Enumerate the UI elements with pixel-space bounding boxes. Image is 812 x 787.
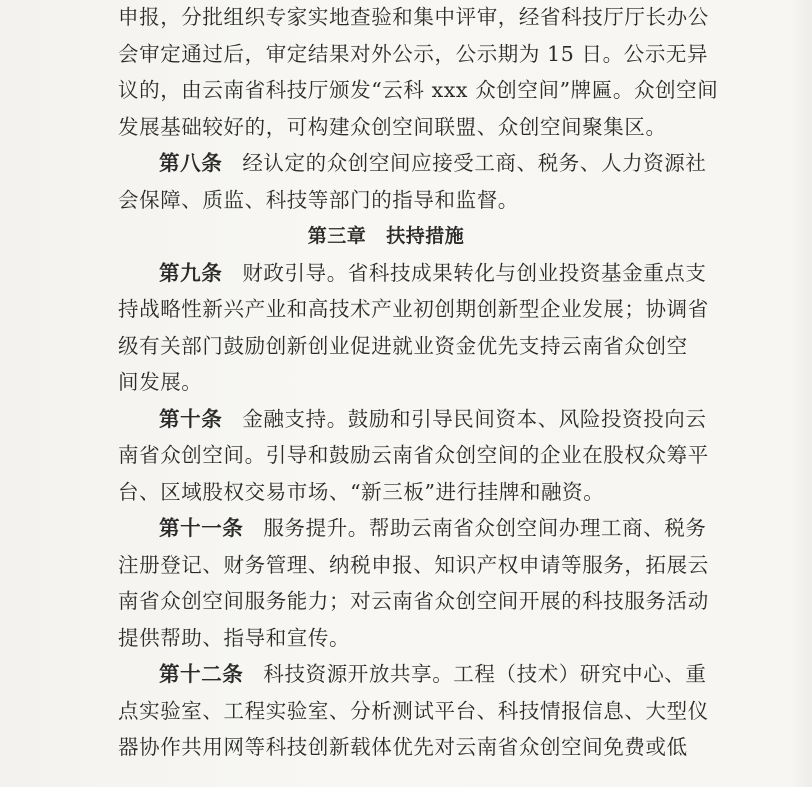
paragraph-line: 发展基础较好的，可构建众创空间联盟、众创空间聚集区。 xyxy=(118,114,667,139)
article-9-text: 财政引导。省科技成果转化与创业投资基金重点支 xyxy=(242,260,707,285)
article-12-line: 器协作共用网等科技创新载体优先对云南省众创空间免费或低 xyxy=(118,735,688,759)
article-8-line xyxy=(118,148,707,178)
article-10-label: 第十条 xyxy=(159,406,223,431)
article-12-label: 第十二条 xyxy=(159,662,244,686)
page-edge-shadow xyxy=(790,0,812,787)
article-11-line: 注册登记、财务管理、纳税申报、知识产权申请等服务，拓展云 xyxy=(118,552,709,577)
article-12-text: 科技资源开放共享。工程（技术）研究中心、重 xyxy=(263,662,707,686)
article-9-line: 级有关部门鼓励创新创业促进就业资金优先支持云南省众创空 xyxy=(118,333,688,358)
article-12-line xyxy=(118,659,707,689)
chapter-number: 第三章 xyxy=(307,225,367,247)
document-body xyxy=(118,2,719,769)
chapter-heading xyxy=(118,221,654,251)
article-11-text: 服务提升。帮助云南省众创空间办理工商、税务 xyxy=(263,516,707,540)
article-9-label: 第九条 xyxy=(159,260,223,285)
paragraph-line: 议的，由云南省科技厅颁发“云科 xxx 众创空间”牌匾。众创空间 xyxy=(118,78,719,102)
article-9-line xyxy=(118,258,707,288)
article-11-line: 提供帮助、指导和宣传。 xyxy=(118,625,351,650)
article-11-line xyxy=(118,513,707,543)
article-10-line: 台、区域股权交易市场、“新三板”进行挂牌和融资。 xyxy=(118,479,605,504)
article-9-line: 间发展。 xyxy=(118,370,203,394)
article-11-line: 南省众创空间服务能力；对云南省众创空间开展的科技服务活动 xyxy=(118,589,709,613)
article-8-line: 会保障、质监、科技等部门的指导和监督。 xyxy=(118,187,519,212)
article-11-label: 第十一条 xyxy=(159,516,244,540)
paragraph-line: 会审定通过后，审定结果对外公示，公示期为 15 日。公示无异 xyxy=(118,41,709,66)
article-12-line: 点实验室、工程实验室、分析测试平台、科技情报信息、大型仪 xyxy=(118,698,709,723)
chapter-title: 扶持措施 xyxy=(386,225,465,247)
paragraph-line: 申报，分批组织专家实地查验和集中评审，经省科技厅厅长办公 xyxy=(118,5,709,29)
article-10-line: 南省众创空间。引导和鼓励云南省众创空间的企业在股权众筹平 xyxy=(118,443,709,467)
article-10-text: 金融支持。鼓励和引导民间资本、风险投资投向云 xyxy=(242,406,707,431)
article-8-label: 第八条 xyxy=(159,151,223,175)
article-9-line: 持战略性新兴产业和高技术产业初创期创新型企业发展；协调省 xyxy=(118,297,709,321)
article-10-line xyxy=(118,404,707,434)
article-8-text: 经认定的众创空间应接受工商、税务、人力资源社 xyxy=(242,151,707,175)
